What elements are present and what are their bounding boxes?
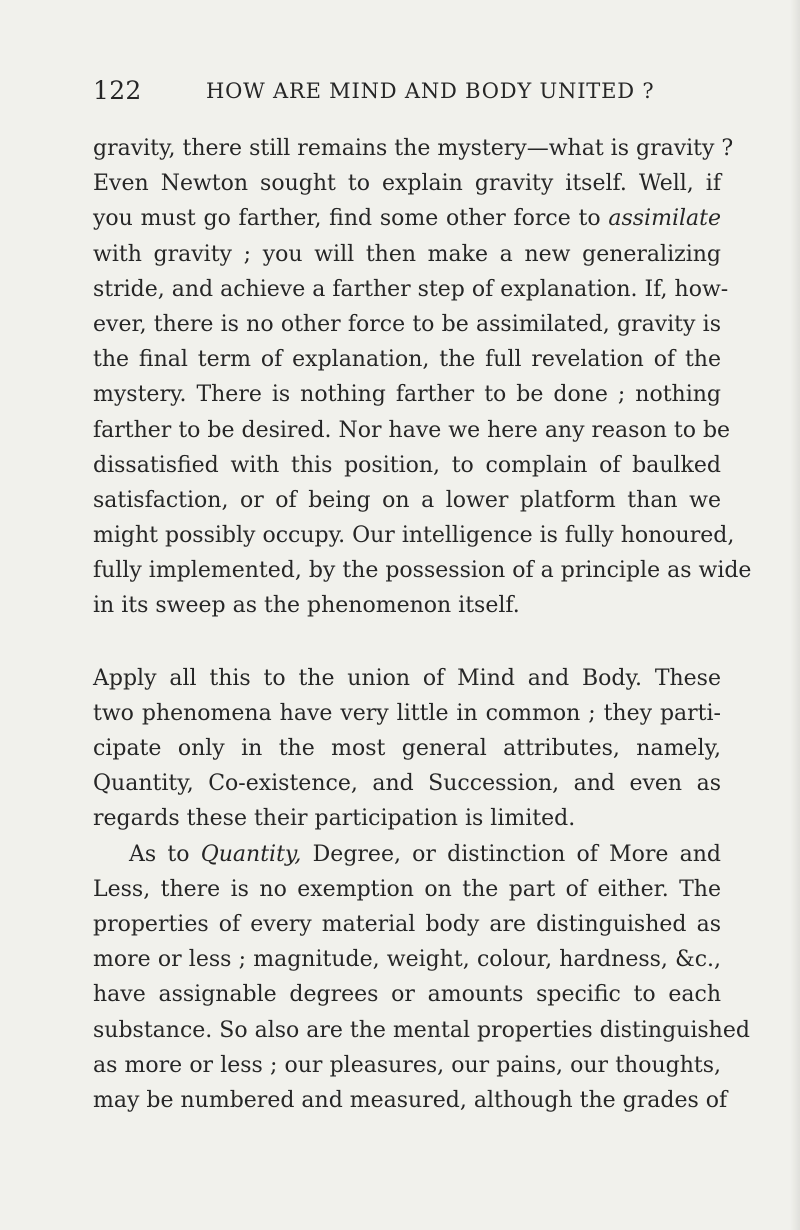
page-header <box>93 73 718 109</box>
italic-word: Quantity, <box>200 841 302 867</box>
text-line <box>93 837 721 872</box>
text-line: stride, and achieve a farther step of explanation. If, how- <box>93 276 729 302</box>
text-line: more or less ; magnitude, weight, colour, hardness, &c., <box>93 947 721 973</box>
text-line: properties of every material body are distinguished as <box>93 911 721 937</box>
text-line: cipate only in the most general attributes, namely, <box>93 736 721 761</box>
text-line: as more or less ; our pleasures, our pains, our thoughts, <box>93 1052 721 1078</box>
text-line: fully implemented, by the possession of a principle as wide <box>93 558 752 584</box>
text-line: two phenomena have very little in common ; they parti- <box>93 700 721 726</box>
paragraph-3 <box>93 837 750 1119</box>
page-edge-shadow <box>790 0 800 1230</box>
text-line: mystery. There is nothing farther to be done ; nothing <box>93 382 721 408</box>
text-line: might possibly occupy. Our intelligence is fully honoured, <box>93 523 735 549</box>
text-line: farther to be desired. Nor have we here any reason to be <box>93 417 731 443</box>
running-title: HOW ARE MIND AND BODY UNITED ? <box>206 79 655 103</box>
page-number: 122 <box>93 76 142 105</box>
text-line: Even Newton sought to explain gravity itself. Well, if <box>93 171 721 197</box>
text-line: with gravity ; you will then make a new generalizing <box>93 241 721 267</box>
text-run: Degree, or distinction of More and <box>301 841 721 867</box>
body-text <box>93 131 752 1118</box>
text-line: have assignable degrees or amounts specific to each <box>93 982 721 1008</box>
text-line: Apply all this to the union of Mind and Body. These <box>93 665 721 691</box>
italic-word: assimilate <box>608 206 721 232</box>
text-line <box>93 201 721 236</box>
text-line: the final term of explanation, the full revelation of the <box>93 347 721 373</box>
paragraph-gap <box>93 624 721 661</box>
text-line: dissatisfied with this position, to complain of baulked <box>93 452 721 478</box>
text-run: you must go farther, find some other force to <box>93 206 609 232</box>
text-line: regards these their participation is limited. <box>93 806 576 832</box>
text-line: in its sweep as the phenomenon itself. <box>93 593 520 619</box>
text-line: substance. So also are the mental properties distinguished <box>93 1017 750 1043</box>
text-run: As to <box>129 841 201 867</box>
paragraph-1 <box>93 131 752 624</box>
text-line: Quantity, Co-existence, and Succession, and even as <box>93 771 721 797</box>
paragraph-2 <box>93 661 721 837</box>
text-line: Less, there is no exemption on the part of either. The <box>93 876 721 902</box>
text-line: ever, there is no other force to be assimilated, gravity is <box>93 311 721 337</box>
text-line: may be numbered and measured, although the grades of <box>93 1087 728 1113</box>
text-line: gravity, there still remains the mystery—what is gravity ? <box>93 136 734 161</box>
text-line: satisfaction, or of being on a lower platform than we <box>93 487 721 513</box>
